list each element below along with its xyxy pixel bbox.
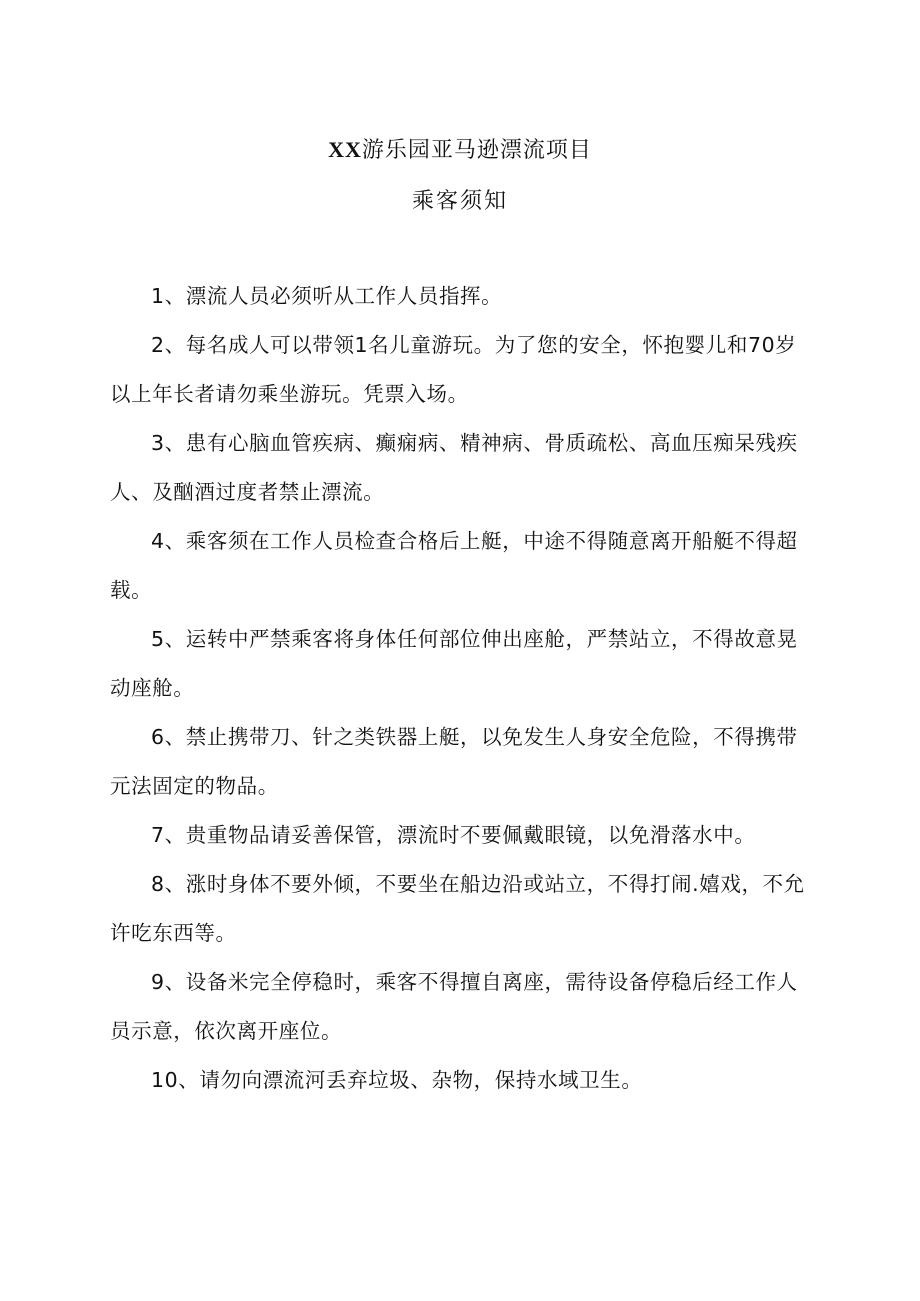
- rules-list: [110, 272, 815, 1105]
- document-title: [0, 135, 920, 166]
- rule-item-6: 6、禁止携带刀、针之类铁器上艇，以免发生人身安全危险，不得携带元法固定的物品。: [110, 725, 798, 798]
- title-text: 游乐园亚马逊漂流项目: [361, 138, 592, 163]
- title-prefix: XX: [328, 137, 362, 162]
- document-subtitle: 乘客须知: [411, 189, 508, 214]
- rule-item-10: 10、请勿向漂流河丢弃垃圾、杂物，保持水域卫生。: [151, 1068, 643, 1092]
- rule-item-7: 7、贵重物品请妥善保管，漂流时不要佩戴眼镜，以免滑落水中。: [151, 823, 756, 847]
- rule-item-2: 2、每名成人可以带领1名儿童游玩。为了您的安全，怀抱婴儿和70岁以上年长者请勿乘坐游玩。凭票入场。: [110, 333, 797, 406]
- rule-item-1: 1、漂流人员必须听从工作人员指挥。: [151, 284, 503, 308]
- rule-item-8: 8、涨时身体不要外倾，不要坐在船边沿或站立，不得打闹.嬉戏，不允许吃东西等。: [110, 872, 805, 945]
- rule-item-5: 5、运转中严禁乘客将身体任何部位伸出座舱，严禁站立，不得故意晃动座舱。: [110, 627, 798, 700]
- rule-item-4: 4、乘客须在工作人员检查合格后上艇，中途不得随意离开船艇不得超载。: [110, 529, 798, 602]
- rule-item-9: 9、设备米完全停稳时，乘客不得擅自离座，需待设备停稳后经工作人员示意，依次离开座位。: [110, 970, 798, 1043]
- rule-item-3: 3、患有心脑血管疾病、癫痫病、精神病、骨质疏松、高血压痴呆残疾人、及酗酒过度者禁止漂流。: [110, 431, 798, 504]
